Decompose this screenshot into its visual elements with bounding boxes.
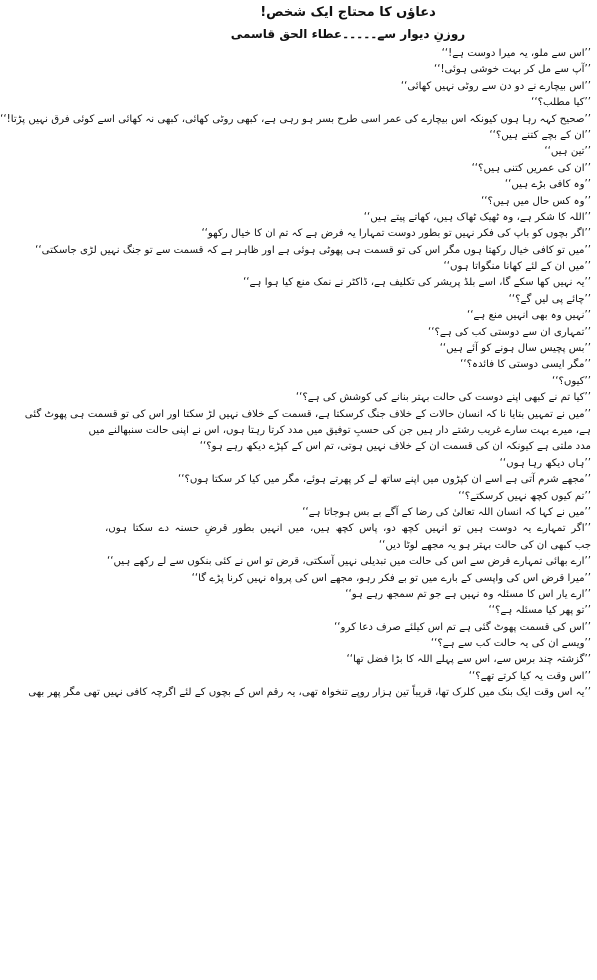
article-line: ’’میں نے تمہیں بتایا نا کہ انسان حالات کے خلاف جنگ کرسکتا ہے، قسمت کے خلاف نہیں لڑ سکتا اور اس کی تو قسمت ہی پھوٹ گئی <box>24 408 591 420</box>
article-line: ’’ان کی عمریں کتنی ہیں؟‘‘ <box>471 162 591 174</box>
article-line: ’’تین ہیں‘‘ <box>544 146 591 158</box>
article-line: ’’میں تو کافی خیال رکھتا ہوں مگر اس کی تو قسمت ہی پھوٹی ہوئی ہے اور ظاہر ہے کہ قسمت سے تو جنگ نہیں لڑی جاسکتی‘‘ <box>35 244 591 256</box>
article-line: ’’کیوں؟‘‘ <box>551 375 591 387</box>
article-title: دعاؤں کا محتاج ایک شخص! <box>260 5 436 20</box>
article-line: ’’ہاں دیکھ رہا ہوں‘‘ <box>499 457 591 469</box>
article-line: ’’ارے یار اس کا مسئلہ وہ نہیں ہے جو تم سمجھ رہے ہو‘‘ <box>345 588 591 600</box>
article-line: ’’میں نے کہا کہ انسان اللہ تعالیٰ کی رضا کے آگے بے بس ہوجاتا ہے‘‘ <box>302 506 591 518</box>
article-line: ’’اگر تمہارے یہ دوست ہیں تو انہیں کچھ دو، پاس کچھ ہیں، میں انہیں بطور قرضِ حسنہ دے سکتا ہوں، <box>105 523 591 535</box>
article-line: ’’اس بیچارے نے دو دن سے روٹی نہیں کھائی‘‘ <box>400 80 591 92</box>
article-line: ’’مجھے شرم آتی ہے اسے ان کپڑوں میں اپنے ساتھ لے کر پھرتے ہوئے، مگر میں کیا کر سکتا ہوں؟‘‘ <box>177 474 591 486</box>
article-line: ’’کیا مطلب؟‘‘ <box>531 97 591 109</box>
article-line: ’’ویسے ان کی یہ حالت کب سے ہے؟‘‘ <box>430 638 591 650</box>
article-line: ’’مگر ایسی دوستی کا فائدہ؟‘‘ <box>460 359 591 371</box>
article-line: ’’چائے پی لیں گے؟‘‘ <box>508 293 591 305</box>
article-line: ہے، میرے بہت سارے غریب رشتے دار ہیں جن کی حسبِ توفیق میں مدد کرتا رہتا ہوں، اس نے اپنی حالت سنبھالنے میں <box>88 424 591 436</box>
article-line: مدد ملتی ہے کیونکہ ان کی قسمت ان کے خلاف نہیں ہوتی، تم اس کے کپڑے دیکھ رہے ہو؟‘‘ <box>199 441 591 453</box>
article-line: ’’اگر بچوں کو باپ کی فکر نہیں تو بطور دوست تمہارا یہ فرض ہے کہ تم ان کا خیال رکھو‘‘ <box>201 228 591 240</box>
article-line: ’’بس پچیس سال ہونے کو آئے ہیں‘‘ <box>439 343 591 355</box>
article-line: ’’اس کی قسمت پھوٹ گئی ہے تم اس کیلئے صرف دعا کرو‘‘ <box>334 621 591 633</box>
article-line: ’’اس سے ملو، یہ میرا دوست ہے!‘‘ <box>441 48 591 59</box>
article-body <box>0 46 591 702</box>
article-line: ’’وہ کافی بڑے ہیں‘‘ <box>504 179 591 191</box>
article-line: ’’تمہاری ان سے دوستی کب کی ہے؟‘‘ <box>428 326 591 338</box>
article-line: ’’آپ سے مل کر بہت خوشی ہوئی!‘‘ <box>434 64 591 76</box>
article-line: ’’تو پھر کیا مسئلہ ہے؟‘‘ <box>488 605 591 617</box>
article-line: ’’ان کے بچے کتنے ہیں؟‘‘ <box>489 129 591 141</box>
article-line: ’’گزشتہ چند برس سے، اس سے پہلے اللہ کا بڑا فضل تھا‘‘ <box>346 654 591 666</box>
article-line: ’’یہ نہیں کھا سکے گا، اسے بلڈ پریشر کی تکلیف ہے، ڈاکٹر نے نمک منع کیا ہوا ہے‘‘ <box>243 277 591 289</box>
article-line: ’’صحیح کہہ رہا ہوں کیونکہ اس بیچارے کی عمر اسی طرح بسر ہو رہی ہے، کبھی روٹی کھائی، کبھی نہ کھائی اسے کوئی فرق نہیں پڑتا!‘‘ <box>0 113 591 125</box>
article-line: ’’کیا تم نے کبھی اپنے دوست کی حالت بہتر بنانے کی کوشش کی ہے؟‘‘ <box>295 392 591 404</box>
article-byline: روزنِ دیوار سے۔۔۔۔۔عطاء الحق قاسمی <box>230 27 466 41</box>
article-line: ’’میں ان کے لئے کھانا منگواتا ہوں‘‘ <box>443 261 591 273</box>
article-line: ’’میرا قرض اس کی واپسی کے بارے میں تو بے فکر رہو، مجھے اس کی پرواہ نہیں کرنا پڑے گا‘‘ <box>191 572 591 584</box>
article-line: ’’تم کیوں کچھ نہیں کرسکتے؟‘‘ <box>458 490 591 502</box>
article-line: ’’وہ کس حال میں ہیں؟‘‘ <box>481 195 591 207</box>
article-line: ’’ارے بھائی تمہارے قرض سے اس کی حالت میں تبدیلی نہیں آسکتی، قرض تو اس نے کئی بنکوں سے لے رکھے ہیں‘‘ <box>107 556 591 568</box>
article-line: ’’یہ اس وقت ایک بنک میں کلرک تھا، قریباً تین ہزار روپے تنخواہ تھی، یہ رقم اس کے بچوں کے لئے اگرچہ کافی نہیں تھی مگر پھر بھی <box>28 687 591 699</box>
article-line: ’’نہیں وہ بھی انہیں منع ہے‘‘ <box>466 310 591 322</box>
article-line: ’’اللہ کا شکر ہے، وہ ٹھیک ٹھاک ہیں، کھاتے پیتے ہیں‘‘ <box>363 211 591 223</box>
article-line: ’’اس وقت یہ کیا کرتے تھے؟‘‘ <box>468 670 591 682</box>
article-line: جب کبھی ان کی حالت بہتر ہو یہ مجھے لوٹا دیں‘‘ <box>378 539 591 551</box>
